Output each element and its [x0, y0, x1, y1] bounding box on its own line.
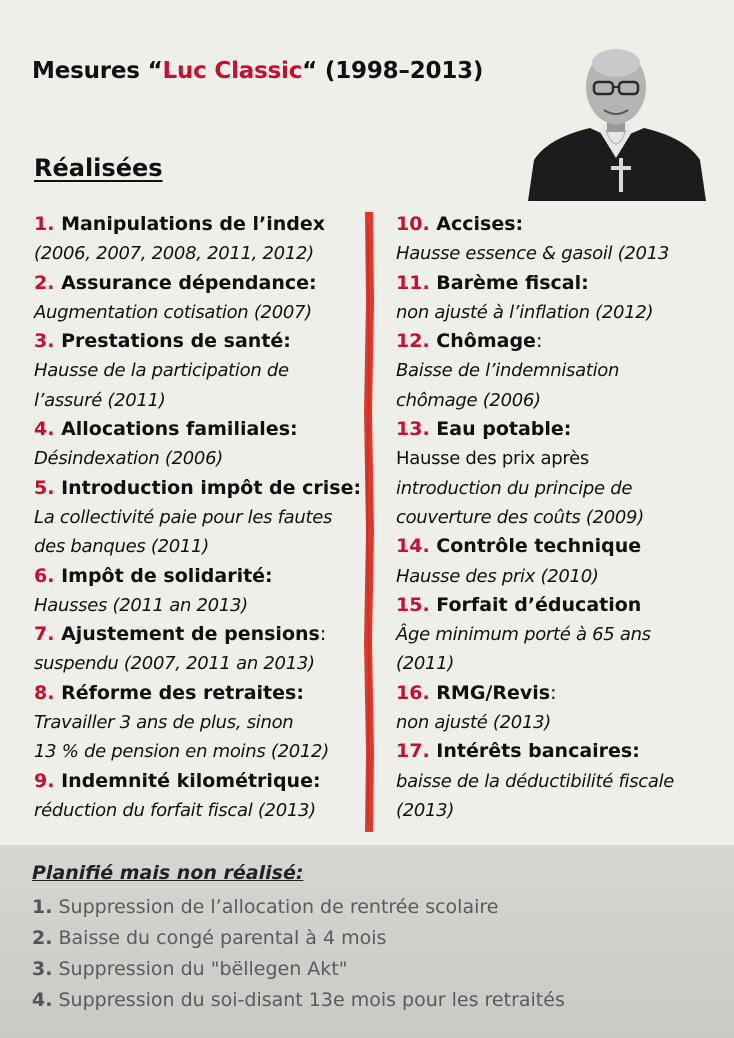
measure-title: Indemnité kilométrique: — [61, 769, 321, 792]
measure-title: Réforme des retraites: — [61, 681, 304, 704]
measure-title: Ajustement de pensions — [61, 623, 320, 646]
planned-item-number: 3. — [32, 958, 53, 980]
planned-list — [32, 892, 565, 1016]
measure-heading — [34, 679, 364, 708]
measure-item — [34, 767, 364, 826]
measure-description: Désindexation (2006) — [34, 448, 223, 470]
measure-item — [34, 269, 364, 328]
planned-title: Planifié mais non réalisé: — [32, 862, 304, 884]
measure-item — [34, 327, 364, 415]
measure-description: introduction du principe de — [396, 477, 633, 499]
measure-description: Hausses (2011 an 2013) — [34, 594, 248, 616]
planned-item-text: Suppression de l’allocation de rentrée scolaire — [52, 896, 499, 918]
measure-heading — [396, 327, 714, 356]
planned-item-number: 1. — [32, 896, 53, 918]
measure-item — [34, 620, 364, 679]
measure-item — [34, 679, 364, 767]
measure-title: Forfait d’éducation — [436, 593, 642, 616]
measure-number: 2. — [34, 271, 55, 294]
measure-description: Hausse de la participation de — [34, 360, 289, 382]
measure-item — [396, 532, 714, 591]
title-suffix: “ (1998–2013) — [302, 58, 484, 84]
measure-item — [396, 327, 714, 415]
measure-title: Contrôle technique — [436, 535, 642, 558]
measure-number: 14. — [396, 535, 430, 558]
measure-number: 11. — [396, 271, 430, 294]
planned-item-number: 4. — [32, 989, 53, 1011]
measure-number: 1. — [34, 213, 55, 235]
measure-heading — [396, 415, 714, 444]
measure-description: des banques (2011) — [34, 536, 209, 558]
measure-heading — [34, 474, 364, 503]
title-accent: Luc Classic — [162, 58, 303, 84]
measure-description: Hausse essence & gasoil (2013 — [396, 243, 669, 265]
measure-description: Hausse des prix après — [396, 448, 589, 470]
measure-number: 17. — [396, 740, 430, 763]
measure-description: (2013) — [396, 799, 455, 821]
measure-number: 5. — [34, 476, 55, 499]
measure-title: Prestations de santé: — [61, 330, 291, 353]
measure-title: Manipulations de l’index — [61, 213, 326, 235]
measure-heading — [34, 327, 364, 356]
measure-title-suffix: : — [319, 623, 327, 646]
measure-description: non ajusté (2013) — [396, 712, 551, 734]
measure-number: 3. — [34, 330, 55, 353]
measure-title-suffix: : — [550, 681, 557, 704]
measure-description: 13 % de pension en moins (2012) — [34, 741, 329, 763]
measure-number: 8. — [34, 681, 55, 704]
measure-title: Intérêts bancaires: — [436, 740, 640, 763]
planned-item — [32, 892, 565, 923]
measure-title: Introduction impôt de crise: — [61, 476, 362, 499]
red-divider-line — [362, 212, 376, 832]
measure-title-suffix: : — [535, 330, 543, 353]
measure-description: chômage (2006) — [396, 389, 541, 411]
measure-number: 15. — [396, 593, 430, 616]
measure-title: Impôt de solidarité: — [61, 564, 273, 587]
measure-description: Travailler 3 ans de plus, sinon — [34, 712, 294, 734]
planned-item-text: Baisse du congé parental à 4 mois — [52, 927, 387, 949]
measure-heading — [396, 591, 714, 620]
planned-item-text: Suppression du soi-disant 13e mois pour les retraités — [52, 989, 565, 1011]
measure-heading — [396, 210, 714, 239]
measure-description: Âge minimum porté à 65 ans — [396, 624, 651, 646]
measure-item — [396, 737, 714, 825]
measure-heading — [34, 562, 364, 591]
measure-item — [34, 474, 364, 562]
measure-title: Eau potable: — [436, 418, 572, 441]
measure-heading — [396, 737, 714, 766]
measure-item — [396, 679, 714, 738]
measure-description: baisse de la déductibilité fiscale — [396, 770, 675, 792]
measure-heading — [396, 532, 714, 561]
measure-item — [396, 269, 714, 328]
measure-heading — [34, 415, 364, 444]
measure-description: suspendu (2007, 2011 an 2013) — [34, 653, 315, 675]
measure-number: 4. — [34, 418, 55, 441]
measure-item — [34, 210, 364, 269]
planned-item — [32, 954, 565, 985]
measure-description: (2011) — [396, 653, 455, 675]
measure-title: Assurance dépendance: — [61, 271, 317, 294]
page-title — [32, 58, 483, 84]
measure-title: Allocations familiales: — [61, 418, 298, 441]
measure-description: (2006, 2007, 2008, 2011, 2012) — [34, 243, 314, 265]
measure-heading — [34, 210, 364, 239]
measure-number: 16. — [396, 681, 430, 704]
measure-title: RMG/Revis — [436, 681, 551, 704]
measure-description: Hausse des prix (2010) — [396, 565, 599, 587]
measure-item — [396, 210, 714, 269]
measure-description: réduction du forfait fiscal (2013) — [34, 799, 316, 821]
measure-number: 12. — [396, 330, 430, 353]
measure-item — [396, 415, 714, 532]
section-title: Réalisées — [34, 154, 163, 182]
measure-item — [34, 415, 364, 474]
measure-number: 6. — [34, 564, 55, 587]
measure-description: Baisse de l’indemnisation — [396, 360, 620, 382]
measure-heading — [34, 620, 364, 649]
measure-description: La collectivité paie pour les fautes — [34, 506, 333, 528]
title-prefix: Mesures “ — [32, 58, 163, 84]
measure-heading — [34, 767, 364, 796]
portrait-photo — [528, 40, 706, 201]
planned-item-number: 2. — [32, 927, 53, 949]
measure-description: couverture des coûts (2009) — [396, 506, 644, 528]
measure-number: 10. — [396, 213, 430, 235]
measure-heading — [396, 679, 714, 708]
planned-item-text: Suppression du "bëllegen Akt" — [52, 958, 348, 980]
measure-title: Chômage — [436, 330, 536, 353]
measure-number: 13. — [396, 418, 430, 441]
measure-title: Accises: — [436, 213, 524, 235]
measure-number: 7. — [34, 623, 55, 646]
measure-description: Augmentation cotisation (2007) — [34, 301, 312, 323]
measure-item — [34, 562, 364, 621]
right-measures-column — [396, 210, 714, 825]
measure-description: non ajusté à l’inflation (2012) — [396, 301, 654, 323]
left-measures-column — [34, 210, 364, 825]
measure-heading — [396, 269, 714, 298]
measure-number: 9. — [34, 769, 55, 792]
planned-item — [32, 923, 565, 954]
measure-item — [396, 591, 714, 679]
measure-title: Barème fiscal: — [436, 271, 589, 294]
planned-item — [32, 985, 565, 1016]
measure-description: l’assuré (2011) — [34, 389, 166, 411]
measure-heading — [34, 269, 364, 298]
